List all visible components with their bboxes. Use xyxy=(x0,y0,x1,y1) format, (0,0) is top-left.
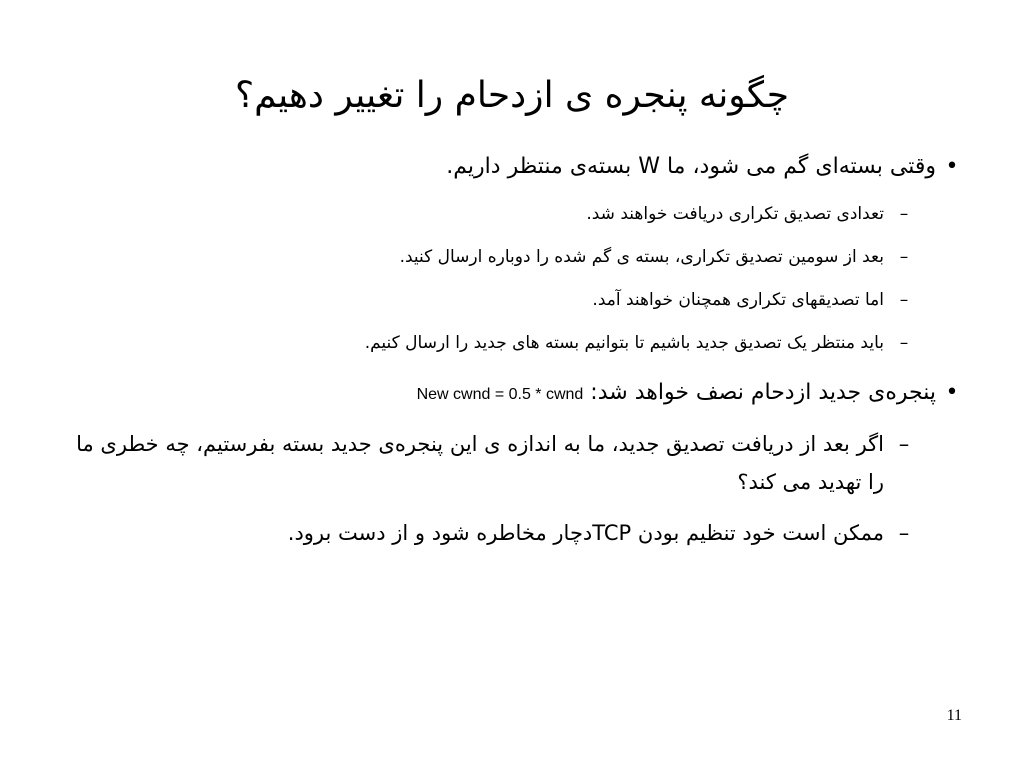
sub-item-text: بعد از سومین تصدیق تکراری، بسته ی گم شده را دوباره ارسال کنید. xyxy=(399,247,884,267)
sub-item-text: باید منتظر یک تصدیق جدید باشیم تا بتوانیم بسته های جدید را ارسال کنیم. xyxy=(364,333,884,353)
dash-marker: – xyxy=(898,432,910,456)
slide-content xyxy=(60,150,964,552)
sub-item-2-2 xyxy=(60,514,964,552)
bullet-item-2 xyxy=(60,376,964,412)
bullet-1-variable: W xyxy=(638,154,660,179)
sub-item-text: اگر بعد از دریافت تصدیق جدید، ما به اندازه ی این پنجره‌ی جدید بسته بفرستیم، چه خطری ما را تهدید می کند؟ xyxy=(76,432,884,494)
sub-item-text: اما تصدیقهای تکراری همچنان خواهند آمد. xyxy=(592,290,884,310)
sub-item-text: ممکن است خود تنظیم بودن TCPدچار مخاطره شود و از دست برود. xyxy=(287,521,884,545)
sub-item-2-1 xyxy=(60,425,964,501)
dash-marker: – xyxy=(898,521,910,545)
bullet-1-text-after: بسته‌ی منتظر داریم. xyxy=(446,154,639,179)
sub-item-text: تعدادی تصدیق تکراری دریافت خواهند شد. xyxy=(586,204,884,224)
slide-title: چگونه پنجره ی ازدحام را تغییر دهیم؟ xyxy=(235,75,789,116)
sub-item-1-4 xyxy=(60,330,964,356)
dash-marker: – xyxy=(899,290,909,310)
bullet-marker: • xyxy=(945,154,959,179)
bullet-1-text-before: وقتی بسته‌ای گم می شود، ما xyxy=(659,154,936,179)
page-number: 11 xyxy=(946,707,962,724)
bullet-marker: • xyxy=(945,380,959,405)
cwnd-formula: New cwnd = 0.5 * cwnd xyxy=(416,386,584,403)
sub-item-1-3 xyxy=(60,287,964,313)
sub-item-1-1 xyxy=(60,201,964,227)
dash-marker: – xyxy=(899,204,909,224)
bullet-item-1 xyxy=(60,150,964,184)
dash-marker: – xyxy=(899,247,909,267)
sub-item-1-2 xyxy=(60,244,964,270)
dash-marker: – xyxy=(899,333,909,353)
bullet-2-text: پنجره‌ی جدید ازدحام نصف خواهد شد: xyxy=(583,380,936,405)
